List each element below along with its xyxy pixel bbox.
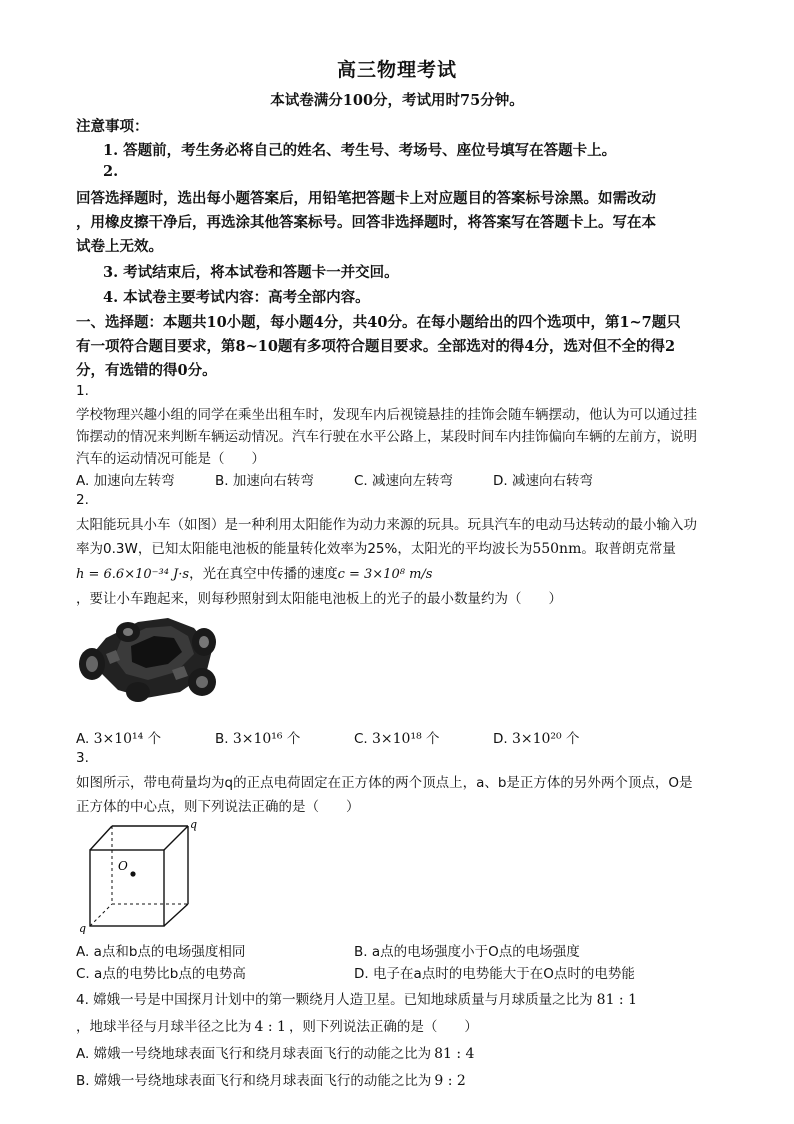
q2-option-c-letter: C. xyxy=(354,731,368,747)
exam-title: 高三物理考试 xyxy=(336,59,457,81)
section1-line2: 有一项符合题目要求，第8~10题有多项符合题目要求。全部选对的得4分，选对但不全的得2 xyxy=(76,338,676,355)
q4-mass-ratio: 81 : 1 xyxy=(596,992,638,1008)
q2-planck-formula: h = 6.6×10⁻³⁴ J·s xyxy=(76,567,190,582)
q2-line3 xyxy=(76,562,726,582)
q1-line2: 饰摆动的情况来判断车辆运动情况。汽车行驶在水平公路上，某段时间车内挂饰偏向车辆的左前方，说明 xyxy=(76,429,697,445)
q1-option-b: B. 加速向右转弯 xyxy=(215,473,314,489)
q4-option-b-ratio: 9 : 2 xyxy=(434,1073,466,1089)
q2-option-b-letter: B. xyxy=(215,731,229,747)
q1-line1: 学校物理兴趣小组的同学在乘坐出租车时，发现车内后视镜悬挂的挂饰会随车辆摆动，他认为可以通过挂 xyxy=(76,407,697,423)
notice-item-3: 3. 考试结束后，将本试卷和答题卡一并交回。 xyxy=(103,264,399,281)
q3-option-b: B. a点的电场强度小于O点的电场强度 xyxy=(354,944,580,960)
cube-diagram xyxy=(76,818,206,934)
notice-item-2-line2: ，用橡皮擦干净后，再选涂其他答案标号。回答非选择题时，将答案写在答题卡上。写在本 xyxy=(76,214,656,231)
notice-item-1: 1. 答题前，考生务必将自己的姓名、考生号、考场号、座位号填写在答题卡上。 xyxy=(103,142,617,159)
notice-heading: 注意事项： xyxy=(76,118,149,135)
notice-item-2-number: 2. xyxy=(103,163,119,180)
notice-item-4: 4. 本试卷主要考试内容：高考全部内容。 xyxy=(103,289,370,306)
q2-option-d-value: 3×10²⁰ xyxy=(511,731,562,747)
q4-radius-ratio: 4 : 1 xyxy=(254,1019,286,1035)
cube-label-q-bottom: q xyxy=(79,922,87,934)
q2-line2a: 率为0.3W，已知太阳能电池板的能量转化效率为25%，太阳光的平均波长为 xyxy=(76,541,533,557)
cube-label-o: O xyxy=(118,859,128,873)
q2-line4: ，要让小车跑起来，则每秒照射到太阳能电池板上的光子的最小数量约为（ ） xyxy=(76,591,562,607)
q2-line2b: 。取普朗克常量 xyxy=(581,541,676,557)
q2-option-c xyxy=(354,727,440,747)
section1-line1: 一、选择题：本题共10小题，每小题4分，共40分。在每小题给出的四个选项中，第1~7题只 xyxy=(76,314,681,331)
q2-wavelength: 550nm xyxy=(532,541,582,557)
notice-item-2-line1: 回答选择题时，选出每小题答案后，用铅笔把答题卡上对应题目的答案标号涂黑。如需改动 xyxy=(76,190,656,207)
q2-option-b-unit: 个 xyxy=(286,731,301,747)
q2-option-d-letter: D. xyxy=(493,731,508,747)
exam-subtitle: 本试卷满分100分，考试用时75分钟。 xyxy=(270,92,524,109)
q2-option-a-value: 3×10¹⁴ xyxy=(93,731,144,747)
notice-item-2-line3: 试卷上无效。 xyxy=(76,238,163,255)
q4-option-a-text: A. 嫦娥一号绕地球表面飞行和绕月球表面飞行的动能之比为 xyxy=(76,1046,432,1062)
q3-option-a: A. a点和b点的电场强度相同 xyxy=(76,944,246,960)
q4-line2a: ，地球半径与月球半径之比为 xyxy=(76,1019,252,1035)
q1-line3: 汽车的运动情况可能是（ ） xyxy=(76,451,265,467)
q4-line2 xyxy=(76,1015,726,1035)
q2-option-a xyxy=(76,727,161,747)
q4-line2b: ，则下列说法正确的是（ ） xyxy=(288,1019,478,1035)
q1-number: 1. xyxy=(76,383,89,399)
q2-option-b xyxy=(215,727,300,747)
q2-line2 xyxy=(76,537,726,557)
q1-option-a: A. 加速向左转弯 xyxy=(76,473,175,489)
q4-option-b-text: B. 嫦娥一号绕地球表面飞行和绕月球表面飞行的动能之比为 xyxy=(76,1073,432,1089)
q2-line3-mid: ，光在真空中传播的速度 xyxy=(189,566,338,582)
q2-option-d xyxy=(493,727,579,747)
q2-option-c-value: 3×10¹⁸ xyxy=(372,731,422,747)
q2-option-b-value: 3×10¹⁶ xyxy=(232,731,283,747)
q4-option-a xyxy=(76,1042,726,1062)
q2-line1: 太阳能玩具小车（如图）是一种利用太阳能作为动力来源的玩具。玩具汽车的电动马达转动的最小输入功 xyxy=(76,517,697,533)
cube-label-q-top: q xyxy=(190,818,198,831)
solar-toy-car-image xyxy=(76,610,221,706)
q3-number: 3. xyxy=(76,750,89,766)
q1-option-d: D. 减速向右转弯 xyxy=(493,473,593,489)
q4-line1 xyxy=(76,988,726,1008)
q2-option-c-unit: 个 xyxy=(426,731,440,747)
q2-option-a-letter: A. xyxy=(76,731,90,747)
q4-option-a-ratio: 81 : 4 xyxy=(434,1046,475,1062)
q3-option-d: D. 电子在a点时的电势能大于在O点时的电势能 xyxy=(354,966,635,982)
q2-option-d-unit: 个 xyxy=(565,731,580,747)
q2-option-a-unit: 个 xyxy=(147,731,162,747)
q3-option-c: C. a点的电势比b点的电势高 xyxy=(76,966,246,982)
q4-line1-text: 4. 嫦娥一号是中国探月计划中的第一颗绕月人造卫星。已知地球质量与月球质量之比为 xyxy=(76,992,593,1008)
section1-line3: 分，有选错的得0分。 xyxy=(76,362,217,379)
q1-option-c: C. 减速向左转弯 xyxy=(354,473,454,489)
q2-number: 2. xyxy=(76,492,89,508)
q2-light-speed-formula: c = 3×10⁸ m/s xyxy=(337,567,433,582)
q3-line1: 如图所示，带电荷量均为q的正点电荷固定在正方体的两个顶点上，a、b是正方体的另外两个顶点，O是 xyxy=(76,775,693,791)
q3-line2: 正方体的中心点，则下列说法正确的是（ ） xyxy=(76,799,360,815)
q4-option-b xyxy=(76,1069,726,1089)
